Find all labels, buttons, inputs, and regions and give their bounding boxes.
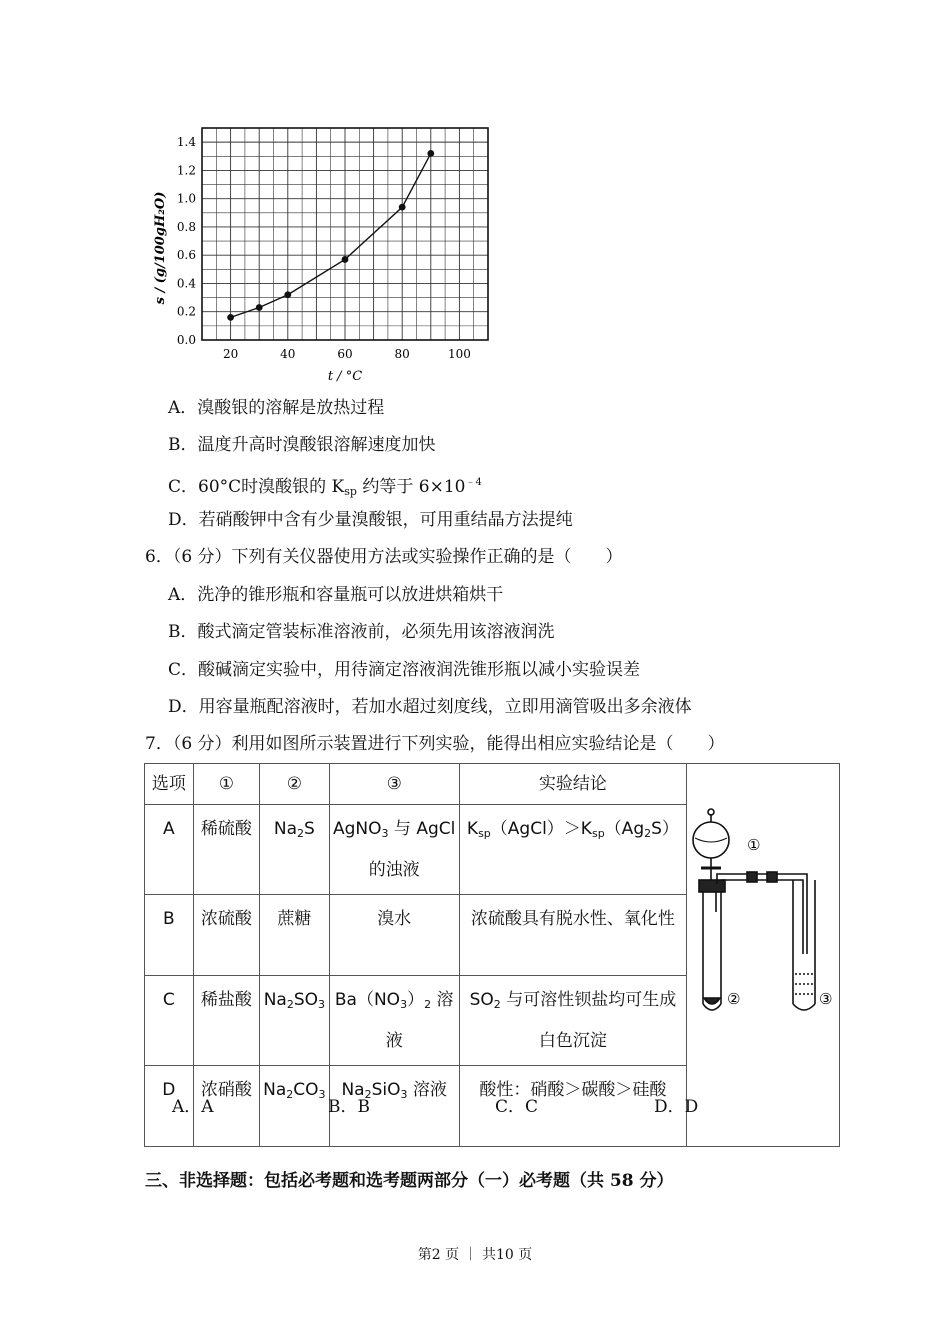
row-d-conclusion: 酸性：硝酸＞碳酸＞硅酸: [459, 1066, 686, 1147]
data-point: [284, 291, 291, 298]
x-tick-label: 20: [222, 347, 239, 361]
label-2: ②: [727, 989, 741, 1008]
q7-stem: 7．（6 分）利用如图所示装置进行下列实验，能得出相应实验结论是（ ）: [145, 734, 725, 754]
row-b-reagent-1: 浓硫酸: [193, 895, 259, 976]
text: Ba（NO: [334, 990, 401, 1010]
subscript: sp: [478, 827, 491, 840]
apparatus-cell: [687, 764, 840, 1147]
data-point: [342, 256, 349, 263]
y-tick-label: 0.2: [176, 304, 196, 319]
text: CO: [293, 1080, 319, 1100]
text: K: [466, 819, 479, 839]
y-tick-label: 0.6: [176, 248, 196, 263]
data-point: [227, 314, 234, 321]
subscript: 3: [400, 1088, 408, 1101]
table-header-row: [145, 764, 840, 805]
subscript: 3: [318, 1088, 326, 1101]
row-d-reagent-1: 浓硝酸: [193, 1066, 259, 1147]
data-point: [256, 304, 263, 311]
subscript: 2: [286, 998, 294, 1011]
q6-option-b: B．酸式滴定管装标准溶液前，必须先用该溶液润洗: [168, 622, 555, 642]
row-a-reagent-1: 稀硫酸: [193, 805, 259, 895]
q6-option-d: D．用容量瓶配溶液时，若加水超过刻度线，立即用滴管吸出多余液体: [168, 697, 692, 717]
label-3: ③: [819, 989, 833, 1008]
y-tick-label: 0.8: [176, 219, 196, 234]
y-tick-label: 1.0: [176, 191, 196, 206]
y-tick-label: 0.4: [176, 276, 196, 291]
header-reagent-2: ②: [260, 764, 329, 805]
subscript: 3: [318, 998, 325, 1011]
y-axis-label: s / (g/100gH₂O): [153, 191, 168, 305]
y-tick-label: 0.0: [176, 333, 196, 347]
row-c-reagent-3: [329, 976, 459, 1066]
text: Na: [263, 1080, 287, 1100]
header-conclusion: 实验结论: [459, 764, 686, 805]
reaction-tube: [699, 880, 725, 1010]
y-tick-label: 1.4: [176, 135, 196, 150]
page-footer: 第2 页 ｜ 共10 页: [417, 1247, 533, 1263]
row-a-option: A: [145, 805, 194, 895]
row-c-reagent-2: [260, 976, 329, 1066]
x-tick-label: 60: [337, 347, 353, 361]
text: SiO: [371, 1080, 401, 1100]
row-b-option: B: [145, 895, 194, 976]
x-axis-label: t / °C: [327, 369, 363, 384]
subscript: 2: [644, 827, 652, 840]
text: 溶液: [407, 1080, 447, 1100]
subscript: 3: [381, 827, 389, 840]
subscript: 2: [364, 1088, 372, 1101]
data-point: [399, 204, 406, 211]
text: （AgCl）＞K: [490, 819, 592, 839]
q7-answer-d: D．D: [654, 1097, 699, 1117]
q7-answer-c: C．C: [495, 1097, 539, 1117]
x-tick-label: 40: [280, 347, 296, 361]
section-3-heading: 三、非选择题：包括必考题和选考题两部分（一）必考题（共 58 分）: [145, 1171, 674, 1191]
x-tick-label: 100: [447, 347, 471, 361]
row-c-conclusion: [459, 976, 686, 1066]
subscript: 2: [424, 998, 432, 1011]
exponent: ﹣4: [465, 477, 482, 488]
text: SO: [293, 990, 318, 1010]
q6-stem: 6．（6 分）下列有关仪器使用方法或实验操作正确的是（ ）: [145, 547, 623, 567]
row-a-conclusion: [459, 805, 686, 895]
chart-grid: [202, 128, 488, 340]
subscript: 3: [400, 998, 408, 1011]
text: 与可溶性钡盐均可生成白色沉淀: [500, 990, 677, 1051]
text: （Ag: [604, 819, 645, 839]
q7-answer-b: B．B: [328, 1097, 370, 1117]
row-d-option: D: [145, 1066, 194, 1147]
row-d-reagent-2: [260, 1066, 329, 1147]
text: ）: [407, 990, 425, 1010]
test-tube: [793, 880, 815, 1010]
header-reagent-1: ①: [193, 764, 259, 805]
separatory-funnel: [693, 809, 729, 890]
row-b-conclusion: 浓硫酸具有脱水性、氧化性: [459, 895, 686, 976]
header-reagent-3: ③: [329, 764, 459, 805]
y-tick-label: 1.2: [176, 163, 196, 178]
row-c-option: C: [145, 976, 194, 1066]
row-c-reagent-1: 稀盐酸: [193, 976, 259, 1066]
q5-option-c-prefix: C．60°C时溴酸银的 K: [168, 477, 345, 497]
header-option: 选项: [145, 764, 194, 805]
q5-option-a: A．溴酸银的溶解是放热过程: [168, 398, 385, 418]
q6-option-a: A．洗净的锥形瓶和容量瓶可以放进烘箱烘干: [168, 585, 504, 605]
row-a-reagent-2: [260, 805, 329, 895]
q5-option-d: D．若硝酸钾中含有少量溴酸银，可用重结晶方法提纯: [168, 510, 573, 530]
text: AgNO: [333, 819, 382, 839]
row-a-reagent-3: [329, 805, 459, 895]
subscript: sp: [591, 827, 605, 840]
text: 与 AgCl 的浊液: [368, 819, 456, 880]
text: SO: [469, 990, 494, 1010]
text: S）: [651, 819, 679, 839]
subscript: 2: [286, 1088, 294, 1101]
data-point: [427, 150, 434, 157]
text: Na: [341, 1080, 365, 1100]
q7-table: [144, 763, 840, 1147]
ksp-subscript: sp: [344, 485, 357, 498]
subscript: 2: [493, 998, 501, 1011]
chart-ticks: [177, 135, 471, 361]
q5-option-c-mid: 约等于 6×10: [356, 477, 466, 497]
text: Na: [263, 990, 287, 1010]
text: S: [304, 819, 315, 839]
text: 溶液: [385, 990, 454, 1051]
x-tick-label: 80: [394, 347, 410, 361]
label-1: ①: [747, 835, 761, 854]
q7-answer-a: A．A: [172, 1097, 214, 1117]
apparatus-diagram: [687, 794, 839, 1104]
q5-option-c: [168, 471, 482, 504]
subscript: 2: [297, 827, 305, 840]
q6-option-c: C．酸碱滴定实验中，用待滴定溶液润洗锥形瓶以减小实验误差: [168, 660, 641, 680]
text: Na: [273, 819, 298, 839]
row-b-reagent-3: 溴水: [329, 895, 459, 976]
solubility-chart: [150, 118, 500, 388]
q5-option-b: B．温度升高时溴酸银溶解速度加快: [168, 435, 436, 455]
row-b-reagent-2: 蔗糖: [260, 895, 329, 976]
